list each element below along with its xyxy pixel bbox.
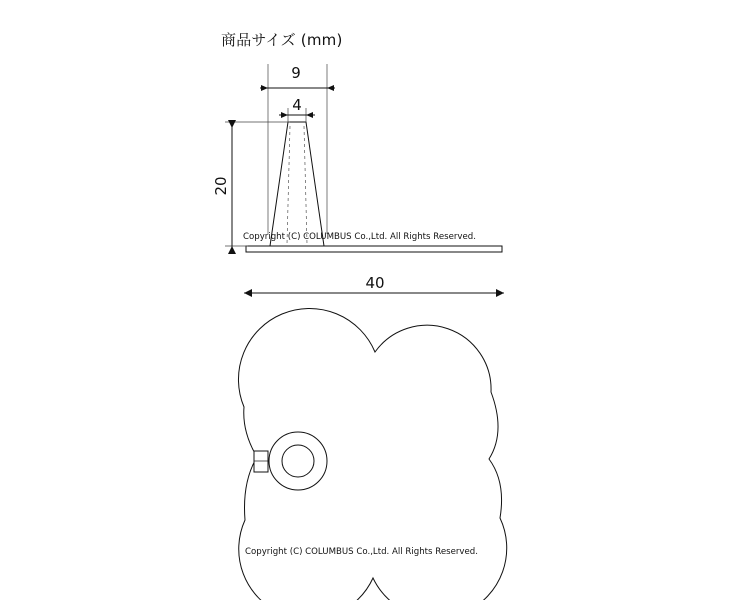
dimension-9-arrow-left <box>261 85 268 91</box>
dimension-label-20: 20 <box>212 176 230 196</box>
spike-cone <box>270 122 324 246</box>
dimension-20-arrow-top <box>228 120 236 128</box>
base-plate <box>246 246 502 252</box>
side-view-copyright: Copyright (C) COLUMBUS Co.,Ltd. All Rights Reserved. <box>243 232 476 242</box>
dimension-20-arrow-bottom <box>228 246 236 254</box>
dimension-40-arrow-right <box>496 289 504 297</box>
dimension-label-9: 9 <box>291 64 301 82</box>
top-view <box>238 308 506 600</box>
plate-side-tab <box>254 451 268 472</box>
dimension-40-arrow-left <box>244 289 252 297</box>
dimension-9-arrow-right <box>327 85 334 91</box>
dimension-label-40: 40 <box>365 274 385 292</box>
top-view-copyright: Copyright (C) COLUMBUS Co.,Ltd. All Rights Reserved. <box>245 547 478 557</box>
page-title: 商品サイズ (mm) <box>221 31 343 49</box>
dimension-4-arrow-right <box>306 112 313 118</box>
spike-inner-ring <box>282 445 314 477</box>
side-view <box>212 64 504 297</box>
dimension-4-arrow-left <box>281 112 288 118</box>
dimension-label-4: 4 <box>292 96 302 114</box>
